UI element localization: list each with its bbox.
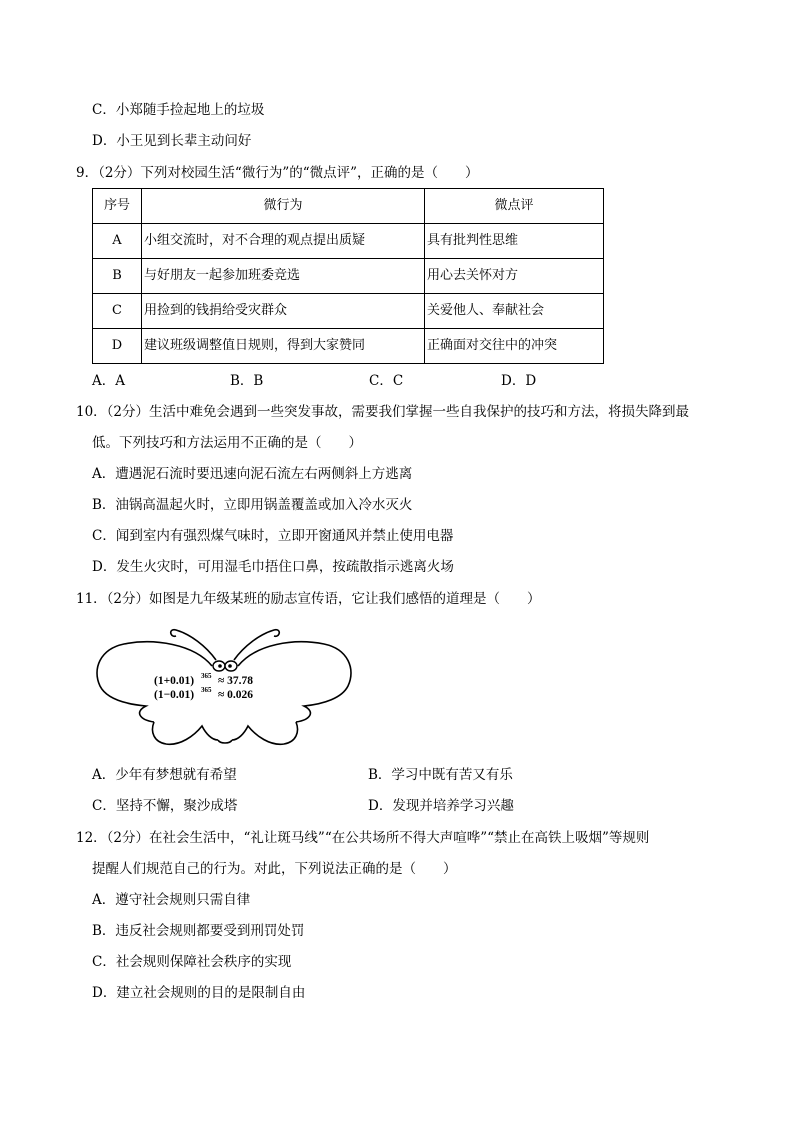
q10-option-d: D．发生火灾时，可用湿毛巾捂住口鼻，按疏散指示逃离火场 <box>92 559 454 575</box>
table-row <box>93 329 604 364</box>
butterfly-eyes <box>213 661 237 671</box>
q11-option-d: D．发现并培养学习兴趣 <box>368 798 514 814</box>
q12-option-b: B．违反社会规则都要受到刑罚处罚 <box>92 923 305 939</box>
table-cell: 小组交流时，对不合理的观点提出质疑 <box>142 224 425 259</box>
q8-option-c: C．小郑随手捡起地上的垃圾 <box>92 102 265 118</box>
q9-stem: 9．（2分）下列对校园生活“微行为”的“微点评”，正确的是（ ） <box>76 165 479 181</box>
table-cell: 具有批判性思维 <box>425 224 604 259</box>
table-cell: 与好朋友一起参加班委竞选 <box>142 259 425 294</box>
table-cell: 建议班级调整值日规则，得到大家赞同 <box>142 329 425 364</box>
table-cell: D <box>93 329 142 364</box>
table-header: 微行为 <box>142 189 425 224</box>
table-row <box>93 259 604 294</box>
table-cell: 关爱他人、奉献社会 <box>425 294 604 329</box>
q10-stem-line2: 低。下列技巧和方法运用不正确的是（ ） <box>92 435 362 451</box>
q10-option-b: B．油锅高温起火时，立即用锅盖覆盖或加入冷水灭火 <box>92 497 413 513</box>
q9-option-a: A．A <box>92 373 125 389</box>
q12-option-a: A．遵守社会规则只需自律 <box>92 892 251 908</box>
formula-line2-base: (1−0.01) <box>154 689 195 701</box>
q11-option-b: B．学习中既有苦又有乐 <box>368 767 513 783</box>
q11-stem: 11．（2分）如图是九年级某班的励志宣传语，它让我们感悟的道理是（ ） <box>76 591 541 607</box>
q9-option-d: D．D <box>501 373 537 389</box>
table-cell: C <box>93 294 142 329</box>
butterfly-figure <box>94 624 356 752</box>
q12-stem-line2: 提醒人们规范自己的行为。对此，下列说法正确的是（ ） <box>92 861 457 877</box>
q9-option-c: C．C <box>369 373 404 389</box>
formula-line1-base: (1+0.01) <box>154 675 195 687</box>
table-cell: 正确面对交往中的冲突 <box>425 329 604 364</box>
q11-option-a: A．少年有梦想就有希望 <box>92 767 237 783</box>
formula-line1-value: ≈ 37.78 <box>218 675 254 687</box>
q12-stem-line1: 12．（2分）在社会生活中，“礼让斑马线”“在公共场所不得大声喧哗”“禁止在高铁上吸烟”等规则 <box>76 830 650 846</box>
table-header: 序号 <box>93 189 142 224</box>
q12-option-d: D．建立社会规则的目的是限制自由 <box>92 985 306 1001</box>
table-header-row <box>93 189 604 224</box>
q9-table <box>92 188 604 364</box>
q9-option-b: B．B <box>230 373 264 389</box>
formula-line2-value: ≈ 0.026 <box>218 689 254 701</box>
table-cell: 用心去关怀对方 <box>425 259 604 294</box>
table-header: 微点评 <box>425 189 604 224</box>
formula-line1-exp: 365 <box>201 672 212 680</box>
table-cell: A <box>93 224 142 259</box>
q8-option-d: D．小王见到长辈主动问好 <box>92 133 252 149</box>
q10-option-c: C．闻到室内有强烈煤气味时，立即开窗通风并禁止使用电器 <box>92 528 454 544</box>
table-row <box>93 224 604 259</box>
q12-option-c: C．社会规则保障社会秩序的实现 <box>92 954 292 970</box>
table-cell: 用捡到的钱捐给受灾群众 <box>142 294 425 329</box>
q10-stem-line1: 10．（2分）生活中难免会遇到一些突发事故，需要我们掌握一些自我保护的技巧和方法，将损失降到最 <box>76 404 690 420</box>
q10-option-a: A．遭遇泥石流时要迅速向泥石流左右两侧斜上方逃离 <box>92 466 413 482</box>
table-cell: B <box>93 259 142 294</box>
table-row <box>93 294 604 329</box>
formula-line2-exp: 365 <box>201 686 212 694</box>
q11-option-c: C．坚持不懈，聚沙成塔 <box>92 798 238 814</box>
